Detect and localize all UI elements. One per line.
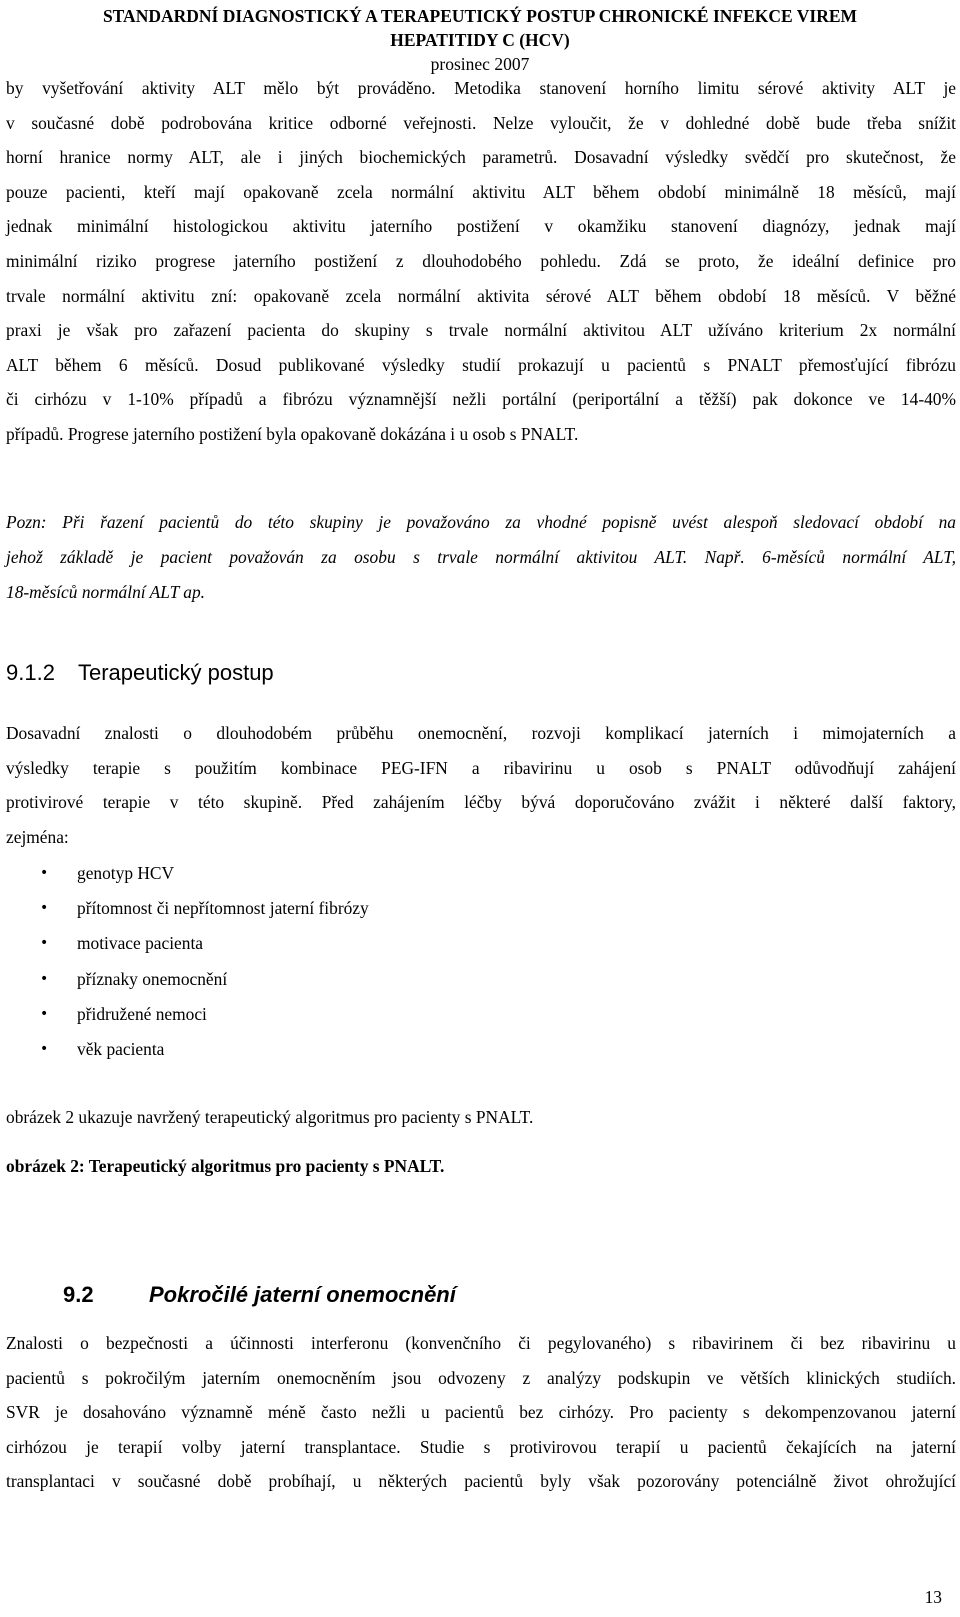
list-item-text: přítomnost či nepřítomnost jaterní fibrózy <box>77 898 369 919</box>
note-line: 18-měsíců normální ALT ap. <box>6 582 206 602</box>
factors-list <box>40 856 369 1067</box>
list-item-text: genotyp HCV <box>77 863 175 883</box>
text-line: protivirové terapie v této skupině. Před zahájením léčby bývá doporučováno zvážit i některé další faktory, <box>6 792 956 813</box>
text-line: výsledky terapie s použitím kombinace PEG-IFN a ribavirinu u osob s PNALT odůvodňují zahájení <box>6 757 956 778</box>
header-title-line1: STANDARDNÍ DIAGNOSTICKÝ A TERAPEUTICKÝ POSTUP CHRONICKÉ INFEKCE VIREM <box>102 6 858 26</box>
text-line: trvale normální aktivitu zní: opakovaně zcela normální aktivita sérové ALT během období 18 měsíců. V běžné <box>6 285 956 306</box>
bullet-icon: • <box>40 900 49 917</box>
page-number: 13 <box>924 1587 942 1607</box>
text-line: v současné době podrobována kritice odborné veřejnosti. Nelze vyloučit, že v dohledné době bude třeba snížit <box>6 112 956 133</box>
text-line: horní hranice normy ALT, ale i jiných biochemických parametrů. Dosavadní výsledky svědčí pro skutečnost, že <box>6 147 956 168</box>
text-line: jednak minimální histologickou aktivitu jaterního postižení v okamžiku stanovení diagnózy, jednak mají <box>6 216 956 237</box>
text-line: Dosavadní znalosti o dlouhodobém průběhu onemocnění, rozvoji komplikací jaterních i mimojaterních a <box>6 723 956 743</box>
list-item <box>40 926 369 961</box>
list-item-text: věk pacienta <box>77 1038 165 1059</box>
list-item <box>40 891 369 926</box>
list-item <box>40 997 369 1032</box>
paragraph-therapy <box>6 716 956 854</box>
text-line: minimální riziko progrese jaterního postižení z dlouhodobého pohledu. Zdá se proto, že ideální definice pro <box>6 250 956 271</box>
bullet-icon: • <box>40 865 49 881</box>
bullet-icon: • <box>40 935 49 952</box>
figure-caption: obrázek 2: Terapeutický algoritmus pro pacienty s PNALT. <box>6 1156 445 1176</box>
bullet-icon: • <box>40 970 49 987</box>
text-line: cirhózou je terapií volby jaterní transplantace. Studie s protivirovou terapií u pacientů čekajících na jaterní <box>6 1436 956 1457</box>
text-line: transplantaci v současné době probíhají, u některých pacientů byly však pozorovány potenciálně život ohrožující <box>6 1471 956 1492</box>
list-item-text: příznaky onemocnění <box>77 968 228 989</box>
bullet-icon: • <box>40 1005 49 1022</box>
note-line: Pozn: Při řazení pacientů do této skupiny je považováno za vhodné popisně uvést alespoň sledovací období na <box>6 512 956 532</box>
header-date: prosinec 2007 <box>430 54 530 74</box>
section-title: Pokročilé jaterní onemocnění <box>149 1282 456 1307</box>
paragraph-alt-activity <box>6 71 956 452</box>
text-line: pouze pacienti, kteří mají opakovaně zcela normální aktivitu ALT během období minimálně 18 měsíců, mají <box>6 181 956 202</box>
text-line: by vyšetřování aktivity ALT mělo být prováděno. Metodika stanovení horního limitu sérové aktivity ALT je <box>6 78 956 98</box>
note-paragraph <box>6 505 956 610</box>
figure-reference: obrázek 2 ukazuje navržený terapeutický algoritmus pro pacienty s PNALT. <box>6 1107 534 1127</box>
list-item-text: přidružené nemoci <box>77 1003 207 1024</box>
text-line: pacientů s pokročilým jaterním onemocněním jsou odvozeny z analýzy podskupin ve větších klinických studiích. <box>6 1367 956 1388</box>
section-heading-9-2 <box>63 1280 456 1310</box>
text-line: SVR je dosahováno významně méně často nežli u pacientů bez cirhózy. Pro pacienty s dekompenzovanou jaterní <box>6 1402 956 1423</box>
list-item-text: motivace pacienta <box>77 933 204 954</box>
text-line: zejména: <box>6 826 69 847</box>
section-number: 9.1.2 <box>6 660 55 685</box>
list-item <box>40 1032 369 1067</box>
header-title-line2: HEPATITIDY C (HCV) <box>390 30 570 50</box>
text-line: Znalosti o bezpečnosti a účinnosti interferonu (konvenčního či pegylovaného) s ribavirinem či bez ribavirinu u <box>6 1333 956 1353</box>
text-line: ALT během 6 měsíců. Dosud publikované výsledky studií prokazují u pacientů s PNALT přemosťující fibrózu <box>6 354 956 375</box>
text-line: či cirhózu v 1-10% případů a fibrózu významnější nežli portální (periportální a těžší) pak dokonce ve 14-40% <box>6 389 956 410</box>
note-line: jehož základě je pacient považován za osobu s trvale normální aktivitou ALT. Např. 6-měsíců normální ALT, <box>6 547 956 567</box>
paragraph-advanced-disease <box>6 1326 956 1499</box>
list-item <box>40 962 369 997</box>
list-item <box>40 856 369 891</box>
text-line: praxi je však pro zařazení pacienta do skupiny s trvale normální aktivitou ALT užíváno kriterium 2x normální <box>6 320 956 341</box>
text-line: případů. Progrese jaterního postižení byla opakovaně dokázána i u osob s PNALT. <box>6 423 579 444</box>
section-title: Terapeutický postup <box>78 660 274 685</box>
section-heading-9-1-2 <box>6 658 274 688</box>
bullet-icon: • <box>40 1040 49 1057</box>
section-number: 9.2 <box>63 1282 94 1307</box>
